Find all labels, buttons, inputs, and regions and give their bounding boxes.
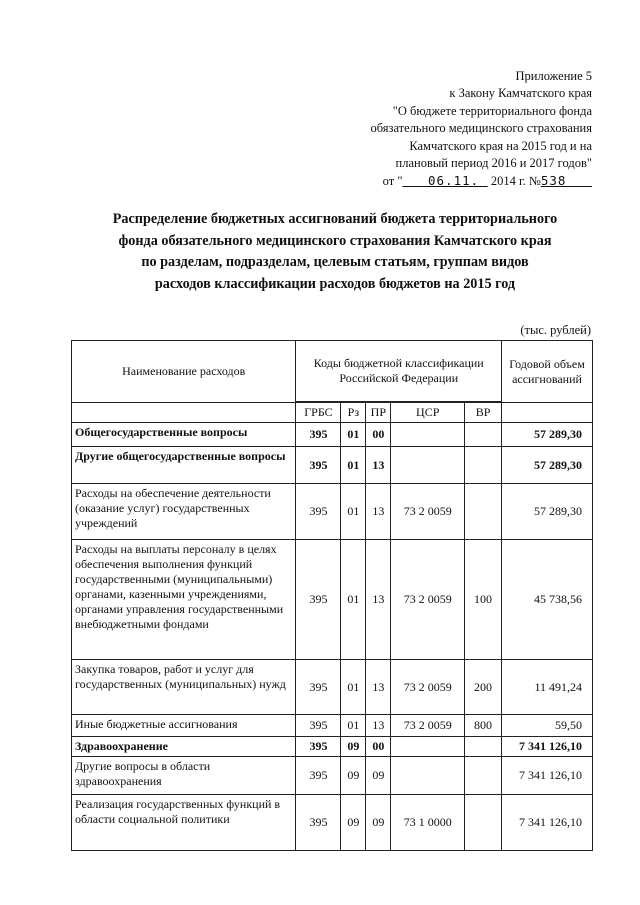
cell-pr: 13 xyxy=(366,660,391,715)
annex-line: "О бюджете территориального фонда xyxy=(392,103,592,118)
annex-line: Камчатского края на 2015 год и на xyxy=(409,138,592,153)
cell-name: Общегосударственные вопросы xyxy=(72,423,296,447)
cell-grbs: 395 xyxy=(296,484,341,540)
cell-csr xyxy=(391,737,465,757)
cell-name: Расходы на обеспечение деятельности (оказание услуг) государственных учреждений xyxy=(72,484,296,540)
cell-rz: 01 xyxy=(341,715,366,737)
cell-rz: 09 xyxy=(341,737,366,757)
cell-amount: 11 491,24 xyxy=(502,660,593,715)
table-row xyxy=(72,484,593,540)
table-row xyxy=(72,757,593,795)
title-line: по разделам, подразделам, целевым статьям, группам видов xyxy=(141,254,529,271)
cell-amount: 57 289,30 xyxy=(502,423,593,447)
cell-name: Реализация государственных функций в области социальной политики xyxy=(72,795,296,851)
cell-rz: 01 xyxy=(341,447,366,484)
cell-amount: 57 289,30 xyxy=(502,484,593,540)
cell-name: Иные бюджетные ассигнования xyxy=(72,715,296,737)
annex-line: плановый период 2016 и 2017 годов" xyxy=(395,156,592,171)
header-grbs: ГРБС xyxy=(296,403,341,423)
header-rz: Рз xyxy=(341,403,366,423)
cell-grbs: 395 xyxy=(296,423,341,447)
header-amount: Годовой объем ассигнований xyxy=(502,341,593,403)
cell-rz: 01 xyxy=(341,660,366,715)
cell-vr xyxy=(465,795,502,851)
annex-line: Приложение 5 xyxy=(515,69,592,83)
cell-pr: 00 xyxy=(366,737,391,757)
cell-name: Здравоохранение xyxy=(72,737,296,757)
cell-name: Закупка товаров, работ и услуг для государственных (муниципальных) нужд xyxy=(72,660,296,715)
title-line: Распределение бюджетных ассигнований бюджета территориального xyxy=(112,211,558,227)
cell-pr: 00 xyxy=(366,423,391,447)
table-row xyxy=(72,423,593,447)
header-name: Наименование расходов xyxy=(72,341,296,403)
cell-pr: 13 xyxy=(366,715,391,737)
cell-rz: 01 xyxy=(341,484,366,540)
table-row xyxy=(72,795,593,851)
cell-csr xyxy=(391,447,465,484)
annex-header xyxy=(370,68,592,191)
cell-name: Другие вопросы в области здравоохранения xyxy=(72,757,296,795)
cell-amount: 45 738,56 xyxy=(502,540,593,660)
cell-grbs: 395 xyxy=(296,737,341,757)
handwritten-number: 538 xyxy=(540,173,567,189)
annex-line: к Закону Камчатского края xyxy=(449,86,592,101)
cell-amount: 57 289,30 xyxy=(502,447,593,484)
cell-rz: 09 xyxy=(341,795,366,851)
cell-csr xyxy=(391,757,465,795)
annex-line: обязательного медицинского страхования xyxy=(370,121,592,136)
units-label: (тыс. рублей) xyxy=(520,323,591,337)
header-codes: Коды бюджетной классификации Российской Федерации xyxy=(296,341,502,402)
cell-vr xyxy=(465,757,502,795)
table-row xyxy=(72,660,593,715)
cell-grbs: 395 xyxy=(296,660,341,715)
cell-pr: 13 xyxy=(366,447,391,484)
header-csr: ЦСР xyxy=(391,403,465,423)
cell-pr: 09 xyxy=(366,795,391,851)
cell-rz: 01 xyxy=(341,423,366,447)
cell-pr: 13 xyxy=(366,540,391,660)
header-vr: ВР xyxy=(465,403,502,423)
table-row xyxy=(72,737,593,757)
cell-vr xyxy=(465,423,502,447)
cell-csr: 73 1 0000 xyxy=(391,795,465,851)
cell-grbs: 395 xyxy=(296,757,341,795)
date-prefix: от " xyxy=(382,174,403,189)
cell-amount: 7 341 126,10 xyxy=(502,795,593,851)
document-title xyxy=(60,209,610,296)
cell-vr: 200 xyxy=(465,660,502,715)
cell-pr: 09 xyxy=(366,757,391,795)
cell-vr: 800 xyxy=(465,715,502,737)
cell-name: Расходы на выплаты персоналу в целях обеспечения выполнения функций государственными (муниципальными) органами, казенными учреждениями, органами управления государственными внебюджетными фондами xyxy=(72,540,296,660)
header-name-cont xyxy=(72,403,296,423)
cell-grbs: 395 xyxy=(296,540,341,660)
table-row xyxy=(72,540,593,660)
cell-csr: 73 2 0059 xyxy=(391,484,465,540)
handwritten-date: 06.11. xyxy=(428,173,480,189)
header-amount-cont xyxy=(502,403,593,423)
table-row xyxy=(72,447,593,484)
cell-amount: 7 341 126,10 xyxy=(502,757,593,795)
budget-table xyxy=(71,340,593,851)
cell-amount: 7 341 126,10 xyxy=(502,737,593,757)
cell-csr: 73 2 0059 xyxy=(391,660,465,715)
header-pr: ПР xyxy=(366,403,391,423)
cell-rz: 09 xyxy=(341,757,366,795)
cell-grbs: 395 xyxy=(296,715,341,737)
table-row xyxy=(72,715,593,737)
cell-amount: 59,50 xyxy=(502,715,593,737)
cell-grbs: 395 xyxy=(296,795,341,851)
cell-csr: 73 2 0059 xyxy=(391,715,465,737)
annex-date-line xyxy=(370,172,592,190)
cell-vr: 100 xyxy=(465,540,502,660)
cell-vr xyxy=(465,484,502,540)
cell-csr xyxy=(391,423,465,447)
title-line: расходов классификации расходов бюджетов на 2015 год xyxy=(154,276,516,293)
date-suffix: 2014 г. № xyxy=(487,174,541,189)
cell-name: Другие общегосударственные вопросы xyxy=(72,447,296,484)
cell-vr xyxy=(465,737,502,757)
cell-rz: 01 xyxy=(341,540,366,660)
cell-csr: 73 2 0059 xyxy=(391,540,465,660)
title-line: фонда обязательного медицинского страхования Камчатского края xyxy=(118,232,552,249)
cell-grbs: 395 xyxy=(296,447,341,484)
cell-pr: 13 xyxy=(366,484,391,540)
cell-vr xyxy=(465,447,502,484)
